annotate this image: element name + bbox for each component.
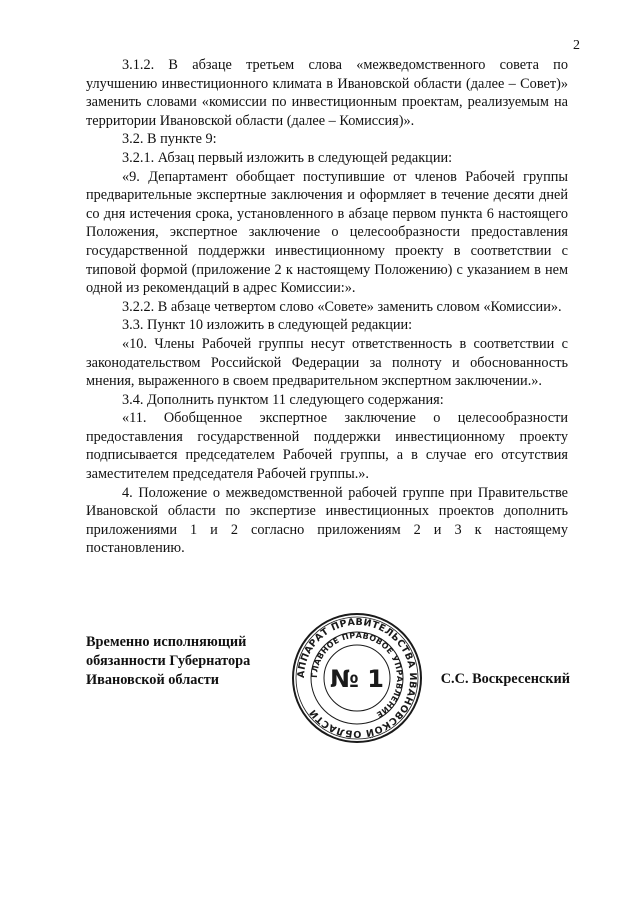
paragraph: 3.3. Пункт 10 изложить в следующей редакции: xyxy=(122,317,413,334)
paragraph: 3.2. В пункте 9: xyxy=(122,131,217,148)
page-number: 2 xyxy=(573,38,580,53)
paragraph: «10. Члены Рабочей группы несут ответственность в соответствии с законодательством Российской Федерации за полноту и обоснованность мнения, выраженного в своем предварительном экспертном заключении.». xyxy=(86,335,568,390)
paragraph: «9. Департамент обобщает поступившие от членов Рабочей группы предварительные экспертные заключения и оформляет в течение десяти дней со дня истечения срока, установленного в абзаце первом пункта 6 настоящего Положения, экспертное заключение о целесообразности предоставления государственной поддержки инвестиционному проекту в соответствии с типовой формой (приложение 2 к настоящему Положению) с указанием в нем одной из рекомендаций в адрес Комиссии:». xyxy=(86,168,568,297)
paragraph: «11. Обобщенное экспертное заключение о целесообразности предоставления государственной поддержки инвестиционному проекту подписывается председателем Рабочей группы, а в случае его отсутствия заместителем председателя Рабочей группы.». xyxy=(86,410,568,483)
position-line: Временно исполняющий xyxy=(86,634,247,650)
signatory-name: С.С. Воскресенский xyxy=(440,671,570,687)
seal-inner-path: ГЛАВНОЕ ПРАВОВОЕ УПРАВЛЕНИЕ xyxy=(309,630,405,720)
position-line: обязанности Губернатора xyxy=(86,653,251,669)
seal-outer-path: АППАРАТ ПРАВИТЕЛЬСТВА ИВАНОВСКОЙ ОБЛАСТИ xyxy=(295,616,419,740)
paragraph: 3.1.2. В абзаце третьем слова «межведомственного совета по улучшению инвестиционного климата в Ивановской области (далее – Совет)» заменить словами «комиссии по инвестиционным проектам, реализуемым на территории Ивановской области (далее – Комиссия)». xyxy=(86,57,568,129)
signatory-position xyxy=(86,633,250,690)
position-line: Ивановской области xyxy=(86,672,219,688)
signature-block xyxy=(86,616,570,740)
seal-number: № 1 xyxy=(330,665,384,693)
body-text xyxy=(86,56,568,558)
paragraph: 4. Положение о межведомственной рабочей группе при Правительстве Ивановской области по экспертизе инвестиционных проектов дополнить приложениями 1 и 2 согласно приложениям 2 и 3 к настоящему постановлению. xyxy=(86,484,568,557)
paragraph: 3.2.1. Абзац первый изложить в следующей редакции: xyxy=(122,149,453,166)
paragraph: 3.2.2. В абзаце четвертом слово «Совете» заменить словом «Комиссии». xyxy=(122,298,562,315)
official-seal xyxy=(289,610,425,746)
paragraph: 3.4. Дополнить пунктом 11 следующего содержания: xyxy=(122,391,444,408)
